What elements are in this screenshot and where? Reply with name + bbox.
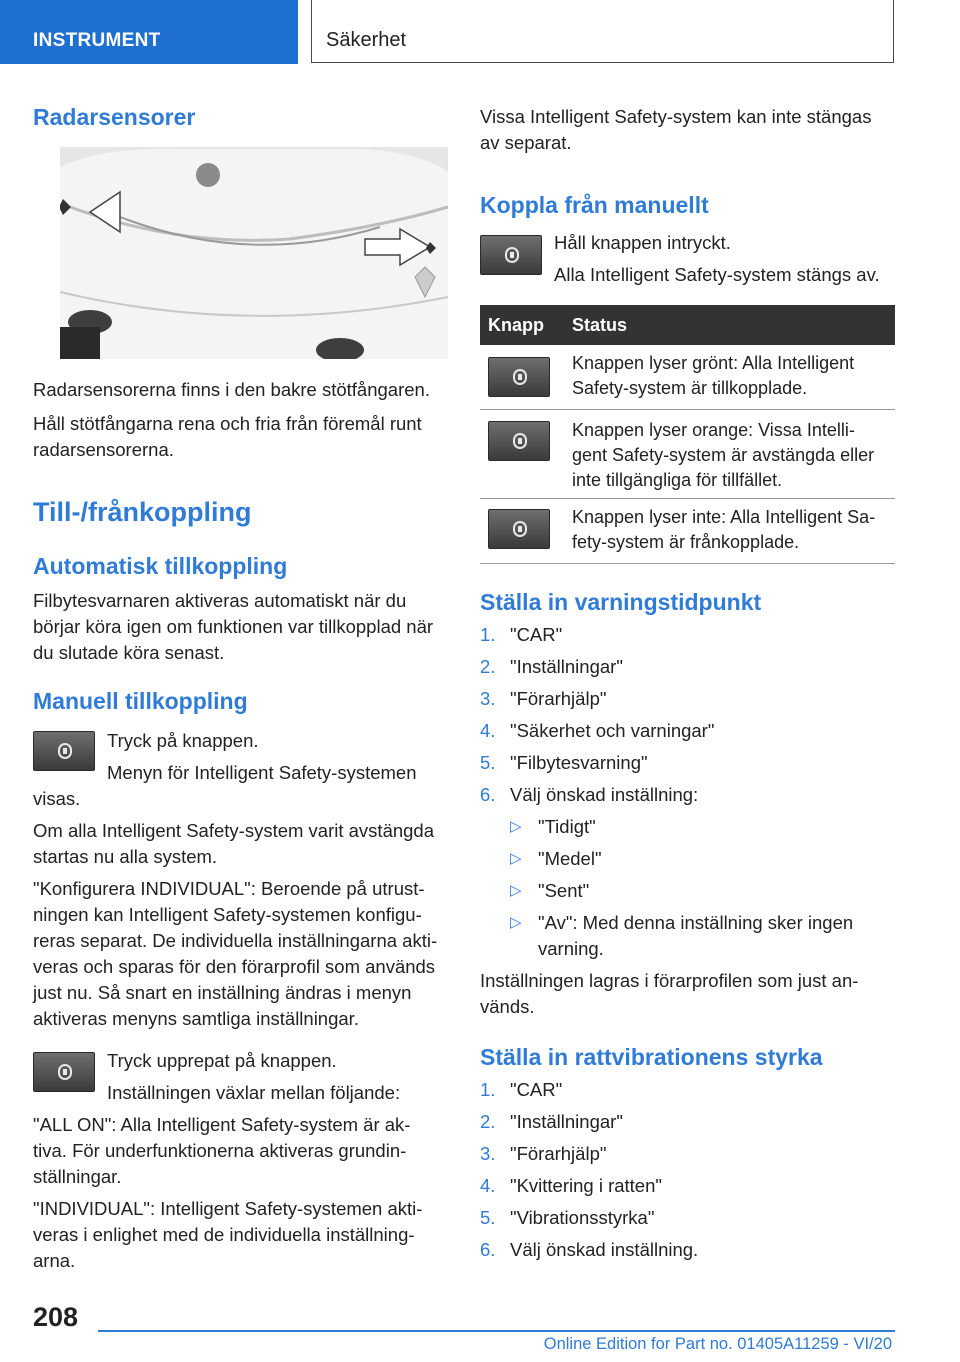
footer-divider [98, 1330, 895, 1332]
allon-c: ställningar. [33, 1166, 122, 1187]
step-number: 4. [480, 1175, 496, 1196]
step-text: "Inställningar" [510, 656, 623, 677]
manual-p1-b: startas nu alla system. [33, 846, 218, 867]
list-item [480, 1077, 895, 1109]
step-number: 2. [480, 656, 496, 677]
step-number: 4. [480, 720, 496, 741]
warn-heading: Ställa in varningstidpunkt [480, 589, 762, 615]
section-label: INSTRUMENT [33, 30, 161, 51]
off-step-2: Alla Intelligent Safety-system stängs av. [554, 264, 880, 285]
status-line: Knappen lyser orange: Vissa Intelli- [572, 420, 855, 440]
sub-list-item [510, 878, 895, 910]
radar-heading: Radarsensorer [33, 104, 196, 130]
sub-text: "Av": Med denna inställning sker ingen [538, 912, 854, 933]
page-title: Säkerhet [326, 29, 407, 51]
step-text: "Vibrationsstyrka" [510, 1207, 655, 1228]
repeat-step-2: Inställningen växlar mellan följande: [107, 1082, 401, 1103]
radar-text-2b: radarsensorerna. [33, 439, 174, 460]
list-item [480, 654, 895, 686]
step-number: 5. [480, 752, 496, 773]
page-number: 208 [33, 1302, 79, 1332]
table-cell-status [572, 410, 895, 499]
list-item [480, 1205, 895, 1237]
sub-text: "Sent" [538, 880, 590, 901]
manual-step-2: Menyn för Intelligent Safety-systemen [107, 762, 417, 783]
vib-heading: Ställa in rattvibrationens styrka [480, 1044, 823, 1070]
table-row [480, 345, 895, 410]
status-line: Knappen lyser inte: Alla Intelligent Sa- [572, 507, 876, 527]
toggle-heading: Till-/frånkoppling [33, 497, 252, 527]
auto-heading: Automatisk tillkoppling [33, 553, 288, 579]
step-number: 3. [480, 1143, 496, 1164]
table-cell-status [572, 345, 895, 410]
status-line: Safety-system är tillkopplade. [572, 378, 808, 398]
indiv-a: "INDIVIDUAL": Intelligent Safety-systemen akti- [33, 1198, 423, 1219]
triangle-bullet-icon: ▷ [510, 914, 522, 931]
table-header-row [480, 305, 895, 345]
status-line: Knappen lyser grönt: Alla Intelligent [572, 353, 855, 373]
radar-sensor-image [60, 147, 448, 359]
allon-a: "ALL ON": Alla Intelligent Safety-system är ak- [33, 1114, 411, 1135]
list-item [480, 1141, 895, 1173]
table-cell-button [480, 345, 572, 410]
table-header-status: Status [572, 305, 895, 345]
safety-button-off-icon [488, 509, 550, 549]
step-text: Välj önskad inställning. [510, 1239, 699, 1260]
manual-step-1: Tryck på knappen. [107, 730, 259, 751]
list-item [480, 686, 895, 718]
sub-list-item [510, 814, 895, 846]
sub-text: varning. [538, 938, 604, 959]
intro-b: av separat. [480, 132, 572, 153]
radar-text-2a: Håll stötfångarna rena och fria från föremål runt [33, 413, 422, 434]
auto-text-2: börjar köra igen om funktionen var tillkopplad när [33, 616, 434, 637]
table-cell-button [480, 410, 572, 499]
sub-text: "Tidigt" [538, 816, 596, 837]
radar-text-1: Radarsensorerna finns i den bakre stötfångaren. [33, 379, 430, 400]
status-line: fety-system är frånkopplade. [572, 532, 800, 552]
status-line: inte tillgängliga för tillfället. [572, 470, 783, 490]
safety-button-icon [33, 1052, 95, 1092]
auto-text-3: du slutade köra senast. [33, 642, 225, 663]
step-text: "Filbytesvarning" [510, 752, 648, 773]
allon-b: tiva. För underfunktionerna aktiveras grundin- [33, 1140, 407, 1161]
saved-a: Inställningen lagras i förarprofilen som just an- [480, 970, 859, 991]
footer-edition: Online Edition for Part no. 01405A11259 - VI/20 [543, 1335, 892, 1353]
section-tab [0, 0, 298, 64]
table-header-knapp: Knapp [480, 305, 572, 345]
step-text: "Säkerhet och varningar" [510, 720, 715, 741]
step-text: "Inställningar" [510, 1111, 623, 1132]
list-item [480, 1237, 895, 1269]
indiv-c: arna. [33, 1250, 76, 1271]
warn-steps-list [480, 622, 895, 968]
step-text: Välj önskad inställning: [510, 784, 699, 805]
list-item [480, 782, 895, 814]
triangle-bullet-icon: ▷ [510, 882, 522, 899]
safety-button-icon [480, 235, 542, 275]
sub-text: "Medel" [538, 848, 602, 869]
step-number: 2. [480, 1111, 496, 1132]
manual-p2-a: "Konfigurera INDIVIDUAL": Beroende på utrust- [33, 878, 425, 899]
vib-steps-list [480, 1077, 895, 1269]
manual-p2-f: aktiveras menyns samtliga inställningar. [33, 1008, 359, 1029]
sub-list-item [510, 846, 895, 878]
step-text: "Förarhjälp" [510, 688, 607, 709]
step-number: 6. [480, 784, 496, 805]
list-item [480, 1173, 895, 1205]
off-heading: Koppla från manuellt [480, 192, 709, 218]
status-line: gent Safety-system är avstängda eller [572, 445, 875, 465]
list-item [480, 718, 895, 750]
list-item [480, 1109, 895, 1141]
step-number: 1. [480, 624, 496, 645]
table-cell-status [572, 499, 895, 564]
manual-p2-c: reras separat. De individuella inställningarna akti- [33, 930, 438, 951]
table-row [480, 499, 895, 564]
manual-heading: Manuell tillkoppling [33, 688, 248, 714]
list-item [480, 622, 895, 654]
step-text: "CAR" [510, 624, 563, 645]
manual-p1-a: Om alla Intelligent Safety-system varit avstängda [33, 820, 435, 841]
car-rear-illustration [60, 147, 448, 359]
sub-list-item [510, 910, 895, 968]
step-text: "Förarhjälp" [510, 1143, 607, 1164]
safety-button-icon [33, 731, 95, 771]
status-table [480, 305, 895, 564]
indiv-b: veras i enlighet med de individuella inställning- [33, 1224, 415, 1245]
triangle-bullet-icon: ▷ [510, 818, 522, 835]
safety-button-orange-icon [488, 421, 550, 461]
table-row [480, 410, 895, 499]
safety-button-green-icon [488, 357, 550, 397]
triangle-bullet-icon: ▷ [510, 850, 522, 867]
off-step-1: Håll knappen intryckt. [554, 232, 731, 253]
manual-step-3: visas. [33, 788, 81, 809]
page-header [311, 0, 894, 63]
saved-b: vänds. [480, 996, 535, 1017]
manual-p2-e: just nu. Så snart en inställning ändras i menyn [33, 982, 412, 1003]
table-cell-button [480, 499, 572, 564]
manual-p2-b: ningen kan Intelligent Safety-systemen konfigu- [33, 904, 422, 925]
step-number: 3. [480, 688, 496, 709]
auto-text-1: Filbytesvarnaren aktiveras automatiskt när du [33, 590, 407, 611]
list-item [480, 750, 895, 782]
manual-p2-d: veras och sparas för den förarprofil som används [33, 956, 436, 977]
step-number: 1. [480, 1079, 496, 1100]
step-number: 6. [480, 1239, 496, 1260]
step-text: "Kvittering i ratten" [510, 1175, 662, 1196]
step-text: "CAR" [510, 1079, 563, 1100]
repeat-step-1: Tryck upprepat på knappen. [107, 1050, 337, 1071]
step-number: 5. [480, 1207, 496, 1228]
intro-a: Vissa Intelligent Safety-system kan inte stängas [480, 106, 872, 127]
